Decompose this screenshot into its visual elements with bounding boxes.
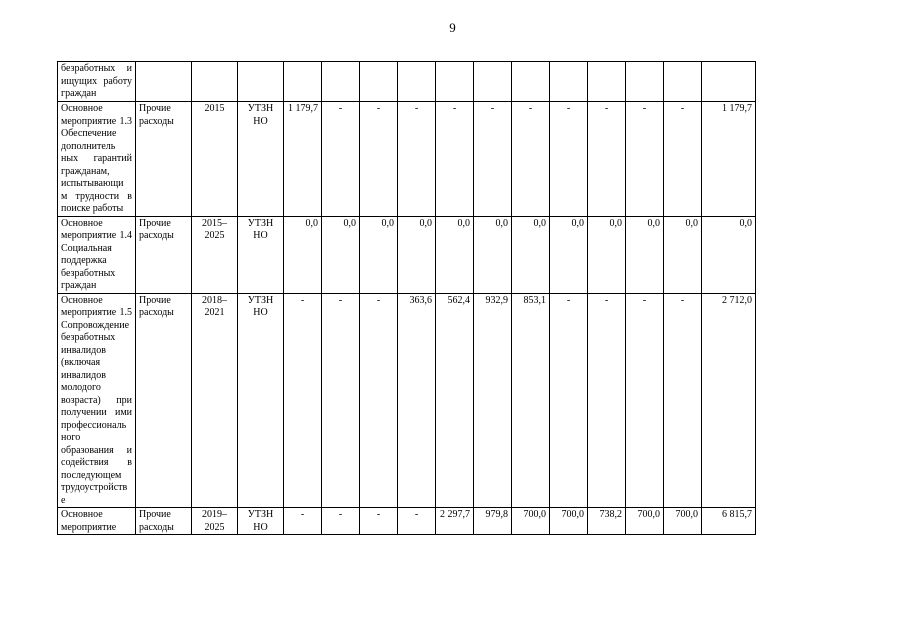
cell-empty xyxy=(626,62,664,102)
cell-year-amount: 979,8 xyxy=(474,508,512,535)
cell-period: 2019–2025 xyxy=(192,508,238,535)
cell-total: 6 815,7 xyxy=(702,508,756,535)
cell-year-amount: - xyxy=(284,508,322,535)
cell-empty xyxy=(238,62,284,102)
cell-empty xyxy=(512,62,550,102)
cell-year-amount: - xyxy=(550,293,588,508)
cell-funding-source: Прочие расходы xyxy=(136,102,192,217)
table-row xyxy=(58,293,756,508)
cell-period: 2015 xyxy=(192,102,238,217)
cell-empty xyxy=(664,62,702,102)
cell-year-amount: - xyxy=(398,508,436,535)
cell-total: 0,0 xyxy=(702,216,756,293)
cell-year-amount: - xyxy=(322,293,360,508)
cell-activity-name: Основное мероприятие 1.3 Обеспечение дополнитель ных гарантий гражданам, испытывающи м трудности в поиске работы xyxy=(58,102,136,217)
cell-year-amount: - xyxy=(512,102,550,217)
cell-year-amount: - xyxy=(322,508,360,535)
cell-year-amount: - xyxy=(588,293,626,508)
cell-year-amount: 853,1 xyxy=(512,293,550,508)
cell-year-amount: 562,4 xyxy=(436,293,474,508)
cell-executor: УТЗН НО xyxy=(238,216,284,293)
cell-year-amount: - xyxy=(550,102,588,217)
cell-funding-source: Прочие расходы xyxy=(136,508,192,535)
table-row xyxy=(58,508,756,535)
cell-activity-name: безработных и ищущих работу граждан xyxy=(58,62,136,102)
cell-year-amount: 700,0 xyxy=(512,508,550,535)
cell-activity-name: Основное мероприятие xyxy=(58,508,136,535)
cell-empty xyxy=(702,62,756,102)
cell-year-amount: - xyxy=(322,102,360,217)
cell-year-amount: 738,2 xyxy=(588,508,626,535)
cell-year-amount: 0,0 xyxy=(626,216,664,293)
cell-year-amount: - xyxy=(588,102,626,217)
cell-executor: УТЗН НО xyxy=(238,508,284,535)
cell-year-amount: - xyxy=(626,293,664,508)
cell-year-amount: - xyxy=(474,102,512,217)
cell-year-amount: 700,0 xyxy=(550,508,588,535)
cell-year-amount: 0,0 xyxy=(512,216,550,293)
program-funding-table xyxy=(57,61,756,535)
cell-executor: УТЗН НО xyxy=(238,102,284,217)
cell-empty xyxy=(398,62,436,102)
cell-empty xyxy=(588,62,626,102)
page-number: 9 xyxy=(449,20,456,35)
cell-empty xyxy=(322,62,360,102)
cell-activity-name: Основное мероприятие 1.4 Социальная поддержка безработных граждан xyxy=(58,216,136,293)
cell-year-amount: - xyxy=(284,293,322,508)
cell-funding-source: Прочие расходы xyxy=(136,293,192,508)
cell-year-amount: - xyxy=(360,102,398,217)
cell-year-amount: - xyxy=(664,293,702,508)
cell-year-amount: - xyxy=(626,102,664,217)
cell-year-amount: 0,0 xyxy=(550,216,588,293)
cell-year-amount: 1 179,7 xyxy=(284,102,322,217)
cell-year-amount: 0,0 xyxy=(436,216,474,293)
cell-year-amount: 0,0 xyxy=(664,216,702,293)
cell-year-amount: - xyxy=(436,102,474,217)
cell-year-amount: 932,9 xyxy=(474,293,512,508)
cell-empty xyxy=(474,62,512,102)
cell-year-amount: - xyxy=(360,508,398,535)
cell-total: 1 179,7 xyxy=(702,102,756,217)
cell-executor: УТЗН НО xyxy=(238,293,284,508)
cell-period: 2015–2025 xyxy=(192,216,238,293)
cell-year-amount: 700,0 xyxy=(664,508,702,535)
cell-year-amount: 0,0 xyxy=(360,216,398,293)
cell-year-amount: 0,0 xyxy=(284,216,322,293)
cell-year-amount: - xyxy=(664,102,702,217)
cell-year-amount: 0,0 xyxy=(322,216,360,293)
cell-year-amount: 363,6 xyxy=(398,293,436,508)
cell-year-amount: 0,0 xyxy=(398,216,436,293)
cell-empty xyxy=(436,62,474,102)
cell-total: 2 712,0 xyxy=(702,293,756,508)
cell-year-amount: 0,0 xyxy=(588,216,626,293)
cell-funding-source: Прочие расходы xyxy=(136,216,192,293)
table-row xyxy=(58,216,756,293)
cell-period: 2018–2021 xyxy=(192,293,238,508)
cell-year-amount: 2 297,7 xyxy=(436,508,474,535)
table-row xyxy=(58,102,756,217)
cell-empty xyxy=(550,62,588,102)
cell-empty xyxy=(284,62,322,102)
cell-year-amount: - xyxy=(360,293,398,508)
cell-empty xyxy=(360,62,398,102)
cell-year-amount: 700,0 xyxy=(626,508,664,535)
cell-activity-name: Основное мероприятие 1.5 Сопровождение безработных инвалидов (включая инвалидов молодого возраста) при получении ими профессиональ ного образования и содействия в последующем трудоустройств е xyxy=(58,293,136,508)
continuation-row xyxy=(58,62,756,102)
cell-year-amount: - xyxy=(398,102,436,217)
cell-year-amount: 0,0 xyxy=(474,216,512,293)
cell-empty xyxy=(136,62,192,102)
cell-empty xyxy=(192,62,238,102)
